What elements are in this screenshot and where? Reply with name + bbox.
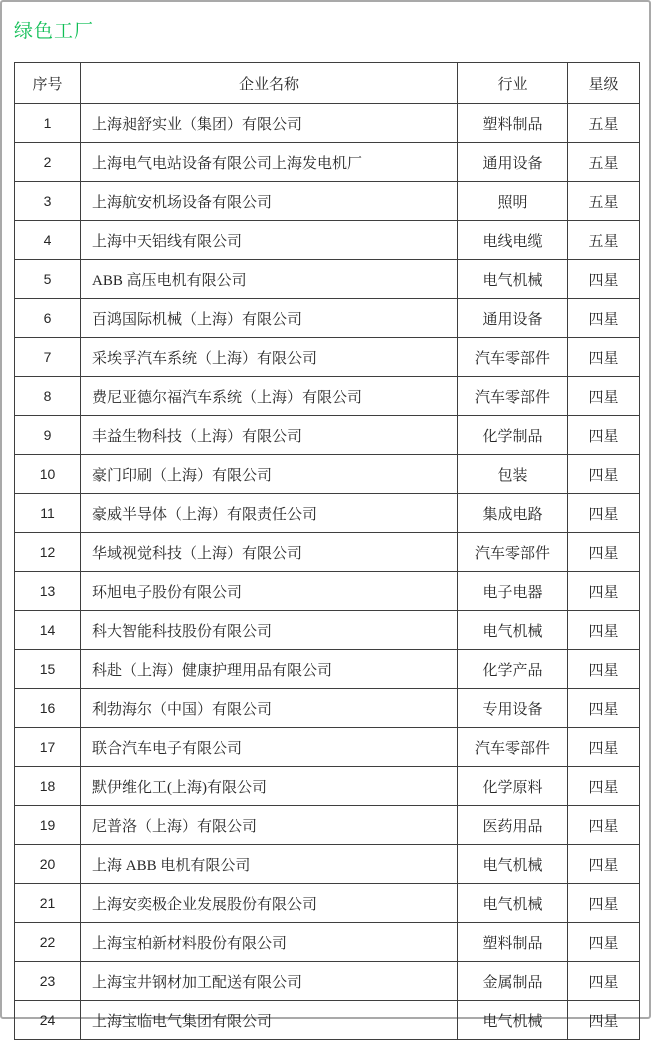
industry-cell: 电气机械 bbox=[458, 1001, 568, 1040]
green-factory-table bbox=[14, 62, 640, 1040]
table-row bbox=[15, 767, 640, 806]
serial-cell: 6 bbox=[15, 299, 81, 338]
header-star-level: 星级 bbox=[568, 63, 640, 104]
serial-cell: 24 bbox=[15, 1001, 81, 1040]
table-row bbox=[15, 806, 640, 845]
company-name-cell: 费尼亚德尔福汽车系统（上海）有限公司 bbox=[81, 377, 458, 416]
table-row bbox=[15, 650, 640, 689]
serial-cell: 15 bbox=[15, 650, 81, 689]
company-name-cell: 上海昶舒实业（集团）有限公司 bbox=[81, 104, 458, 143]
company-name-cell: 丰益生物科技（上海）有限公司 bbox=[81, 416, 458, 455]
star-level-cell: 五星 bbox=[568, 182, 640, 221]
star-level-cell: 四星 bbox=[568, 650, 640, 689]
industry-cell: 通用设备 bbox=[458, 143, 568, 182]
company-name-cell: 科赴（上海）健康护理用品有限公司 bbox=[81, 650, 458, 689]
table-row bbox=[15, 299, 640, 338]
table-row bbox=[15, 962, 640, 1001]
company-name-cell: 利勃海尔（中国）有限公司 bbox=[81, 689, 458, 728]
serial-cell: 21 bbox=[15, 884, 81, 923]
company-name-cell: 上海安奕极企业发展股份有限公司 bbox=[81, 884, 458, 923]
industry-cell: 电气机械 bbox=[458, 611, 568, 650]
serial-cell: 2 bbox=[15, 143, 81, 182]
company-name-cell: ABB 高压电机有限公司 bbox=[81, 260, 458, 299]
industry-cell: 塑料制品 bbox=[458, 104, 568, 143]
industry-cell: 汽车零部件 bbox=[458, 377, 568, 416]
company-name-cell: 豪门印刷（上海）有限公司 bbox=[81, 455, 458, 494]
company-name-cell: 上海 ABB 电机有限公司 bbox=[81, 845, 458, 884]
company-name-cell: 采埃孚汽车系统（上海）有限公司 bbox=[81, 338, 458, 377]
header-serial: 序号 bbox=[15, 63, 81, 104]
star-level-cell: 四星 bbox=[568, 299, 640, 338]
table-row bbox=[15, 611, 640, 650]
industry-cell: 照明 bbox=[458, 182, 568, 221]
star-level-cell: 四星 bbox=[568, 767, 640, 806]
company-name-cell: 科大智能科技股份有限公司 bbox=[81, 611, 458, 650]
table-row bbox=[15, 923, 640, 962]
table-row bbox=[15, 260, 640, 299]
company-name-cell: 上海宝柏新材料股份有限公司 bbox=[81, 923, 458, 962]
star-level-cell: 五星 bbox=[568, 143, 640, 182]
star-level-cell: 四星 bbox=[568, 377, 640, 416]
serial-cell: 12 bbox=[15, 533, 81, 572]
table-row bbox=[15, 143, 640, 182]
serial-cell: 19 bbox=[15, 806, 81, 845]
table-row bbox=[15, 728, 640, 767]
page-title: 绿色工厂 bbox=[14, 21, 95, 42]
company-name-cell: 百鸿国际机械（上海）有限公司 bbox=[81, 299, 458, 338]
table-body bbox=[15, 104, 640, 1040]
serial-cell: 20 bbox=[15, 845, 81, 884]
star-level-cell: 五星 bbox=[568, 221, 640, 260]
industry-cell: 汽车零部件 bbox=[458, 533, 568, 572]
table-row bbox=[15, 416, 640, 455]
industry-cell: 金属制品 bbox=[458, 962, 568, 1001]
industry-cell: 塑料制品 bbox=[458, 923, 568, 962]
table-row bbox=[15, 494, 640, 533]
star-level-cell: 四星 bbox=[568, 962, 640, 1001]
industry-cell: 电气机械 bbox=[458, 260, 568, 299]
table-row bbox=[15, 533, 640, 572]
serial-cell: 11 bbox=[15, 494, 81, 533]
serial-cell: 4 bbox=[15, 221, 81, 260]
star-level-cell: 四星 bbox=[568, 1001, 640, 1040]
star-level-cell: 四星 bbox=[568, 455, 640, 494]
header-company-name: 企业名称 bbox=[81, 63, 458, 104]
serial-cell: 22 bbox=[15, 923, 81, 962]
serial-cell: 10 bbox=[15, 455, 81, 494]
serial-cell: 1 bbox=[15, 104, 81, 143]
serial-cell: 23 bbox=[15, 962, 81, 1001]
table-row bbox=[15, 221, 640, 260]
star-level-cell: 四星 bbox=[568, 533, 640, 572]
industry-cell: 化学原料 bbox=[458, 767, 568, 806]
table-row bbox=[15, 104, 640, 143]
company-name-cell: 环旭电子股份有限公司 bbox=[81, 572, 458, 611]
star-level-cell: 四星 bbox=[568, 416, 640, 455]
industry-cell: 包装 bbox=[458, 455, 568, 494]
table-header bbox=[15, 63, 640, 104]
industry-cell: 化学制品 bbox=[458, 416, 568, 455]
company-name-cell: 联合汽车电子有限公司 bbox=[81, 728, 458, 767]
serial-cell: 13 bbox=[15, 572, 81, 611]
star-level-cell: 四星 bbox=[568, 338, 640, 377]
serial-cell: 17 bbox=[15, 728, 81, 767]
star-level-cell: 四星 bbox=[568, 260, 640, 299]
serial-cell: 16 bbox=[15, 689, 81, 728]
company-name-cell: 上海中天铝线有限公司 bbox=[81, 221, 458, 260]
industry-cell: 化学产品 bbox=[458, 650, 568, 689]
industry-cell: 电线电缆 bbox=[458, 221, 568, 260]
industry-cell: 专用设备 bbox=[458, 689, 568, 728]
table-row bbox=[15, 377, 640, 416]
company-name-cell: 华域视觉科技（上海）有限公司 bbox=[81, 533, 458, 572]
table-row bbox=[15, 455, 640, 494]
star-level-cell: 四星 bbox=[568, 845, 640, 884]
industry-cell: 电气机械 bbox=[458, 845, 568, 884]
star-level-cell: 四星 bbox=[568, 572, 640, 611]
company-name-cell: 上海宝临电气集团有限公司 bbox=[81, 1001, 458, 1040]
star-level-cell: 四星 bbox=[568, 689, 640, 728]
company-name-cell: 上海电气电站设备有限公司上海发电机厂 bbox=[81, 143, 458, 182]
industry-cell: 电子电器 bbox=[458, 572, 568, 611]
table-row bbox=[15, 1001, 640, 1040]
industry-cell: 集成电路 bbox=[458, 494, 568, 533]
industry-cell: 医药用品 bbox=[458, 806, 568, 845]
star-level-cell: 四星 bbox=[568, 728, 640, 767]
serial-cell: 7 bbox=[15, 338, 81, 377]
serial-cell: 18 bbox=[15, 767, 81, 806]
serial-cell: 14 bbox=[15, 611, 81, 650]
star-level-cell: 四星 bbox=[568, 884, 640, 923]
star-level-cell: 四星 bbox=[568, 611, 640, 650]
table-row bbox=[15, 338, 640, 377]
company-name-cell: 豪威半导体（上海）有限责任公司 bbox=[81, 494, 458, 533]
company-name-cell: 上海宝井钢材加工配送有限公司 bbox=[81, 962, 458, 1001]
industry-cell: 通用设备 bbox=[458, 299, 568, 338]
star-level-cell: 五星 bbox=[568, 104, 640, 143]
table-row bbox=[15, 845, 640, 884]
star-level-cell: 四星 bbox=[568, 806, 640, 845]
serial-cell: 8 bbox=[15, 377, 81, 416]
company-name-cell: 默伊维化工(上海)有限公司 bbox=[81, 767, 458, 806]
table-row bbox=[15, 182, 640, 221]
industry-cell: 汽车零部件 bbox=[458, 338, 568, 377]
table-row bbox=[15, 689, 640, 728]
company-name-cell: 尼普洛（上海）有限公司 bbox=[81, 806, 458, 845]
table-row bbox=[15, 572, 640, 611]
industry-cell: 电气机械 bbox=[458, 884, 568, 923]
table-row bbox=[15, 884, 640, 923]
company-name-cell: 上海航安机场设备有限公司 bbox=[81, 182, 458, 221]
industry-cell: 汽车零部件 bbox=[458, 728, 568, 767]
header-industry: 行业 bbox=[458, 63, 568, 104]
star-level-cell: 四星 bbox=[568, 923, 640, 962]
serial-cell: 3 bbox=[15, 182, 81, 221]
serial-cell: 9 bbox=[15, 416, 81, 455]
star-level-cell: 四星 bbox=[568, 494, 640, 533]
serial-cell: 5 bbox=[15, 260, 81, 299]
table-header-row bbox=[15, 63, 640, 104]
